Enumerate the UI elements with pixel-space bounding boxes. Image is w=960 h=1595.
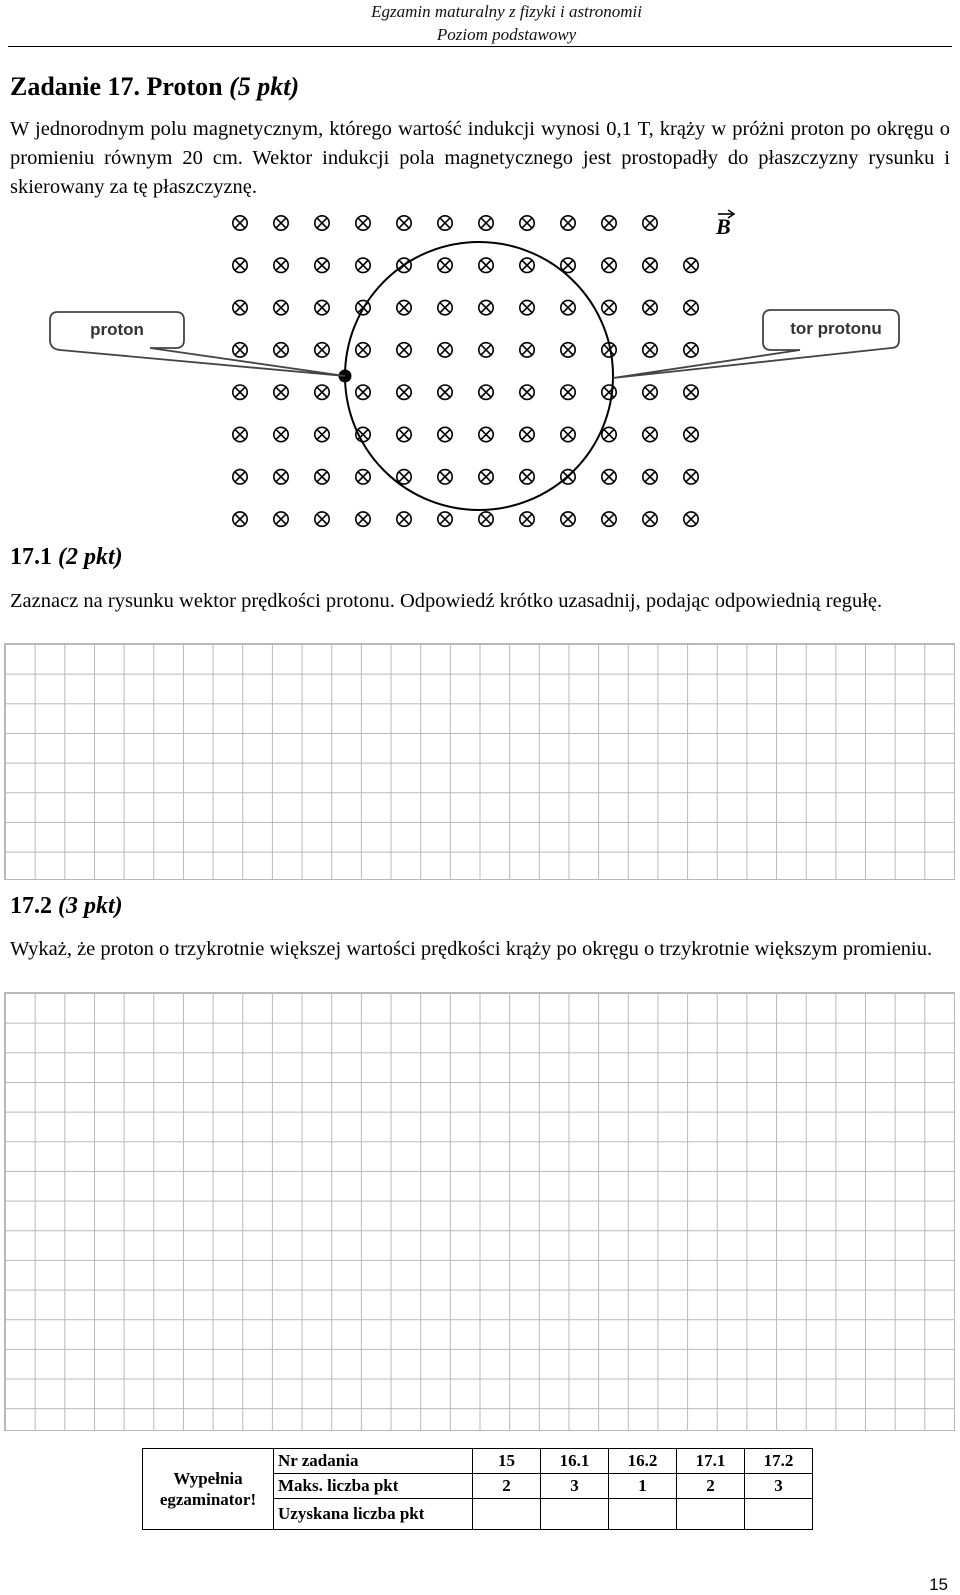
field-into-page-icon: [438, 343, 452, 357]
field-into-page-icon: [561, 216, 575, 230]
task-points: (5 pkt): [229, 72, 300, 101]
field-into-page-icon: [315, 385, 329, 399]
answer-grid-17-1[interactable]: [4, 643, 955, 880]
field-into-page-icon: [438, 216, 452, 230]
field-into-page-icon: [684, 258, 698, 272]
field-into-page-icon: [356, 343, 370, 357]
field-into-page-icon: [684, 385, 698, 399]
field-into-page-icon: [684, 512, 698, 526]
field-into-page-icon: [315, 343, 329, 357]
field-into-page-icon: [315, 258, 329, 272]
page-number: 15: [929, 1575, 948, 1594]
obtained-points-cell[interactable]: [541, 1499, 609, 1530]
field-into-page-icon: [561, 427, 575, 441]
field-into-page-icon: [684, 470, 698, 484]
field-into-page-icon: [356, 216, 370, 230]
field-into-page-icon: [356, 258, 370, 272]
field-into-page-icon: [643, 216, 657, 230]
field-into-page-icon: [233, 216, 247, 230]
field-into-page-icon: [233, 343, 247, 357]
field-into-page-icon: [520, 300, 534, 314]
field-into-page-icon: [561, 385, 575, 399]
field-into-page-icon: [643, 343, 657, 357]
task-number-cell: 16.1: [541, 1449, 609, 1474]
field-into-page-icon: [315, 216, 329, 230]
field-into-page-icon: [479, 385, 493, 399]
field-into-page-icon: [233, 512, 247, 526]
obtained-points-cell[interactable]: [609, 1499, 677, 1530]
field-into-page-icon: [315, 470, 329, 484]
field-into-page-icon: [479, 216, 493, 230]
field-into-page-icon: [684, 427, 698, 441]
field-into-page-icon: [397, 470, 411, 484]
subtask-17-1-points: (2 pkt): [58, 544, 123, 570]
field-into-page-icon: [479, 300, 493, 314]
field-into-page-icon: [643, 385, 657, 399]
task-number-cell: 16.2: [609, 1449, 677, 1474]
field-into-page-icon: [274, 385, 288, 399]
field-into-page-icon: [602, 258, 616, 272]
field-into-page-icon: [602, 470, 616, 484]
field-into-page-icon: [274, 512, 288, 526]
field-into-page-icon: [233, 300, 247, 314]
max-points-cell: 1: [609, 1474, 677, 1499]
field-into-page-icon: [397, 512, 411, 526]
field-into-page-icon: [356, 470, 370, 484]
subtask-17-1-title: [10, 544, 123, 571]
callout-label-orbit: tor protonu: [790, 319, 882, 338]
field-into-page-icon: [684, 300, 698, 314]
field-into-page-icon: [520, 258, 534, 272]
task-intro: W jednorodnym polu magnetycznym, którego wartość indukcji wynosi 0,1 T, krąży w próżni proton po okręgu o promieniu równym 20 cm. Wektor indukcji pola magnetycznego jest prostopadły do płaszczyzny rysunku i skierowany za tę płaszczyznę.: [10, 118, 950, 198]
field-into-page-icon: [643, 427, 657, 441]
max-points-cell: 3: [541, 1474, 609, 1499]
task-title-text: Zadanie 17. Proton: [10, 72, 230, 101]
field-into-page-icon: [520, 216, 534, 230]
field-into-page-icon: [479, 258, 493, 272]
proton-orbit: [345, 242, 613, 510]
field-into-page-icon: [356, 512, 370, 526]
field-into-page-icon: [561, 512, 575, 526]
field-into-page-icon: [438, 258, 452, 272]
field-into-page-icon: [397, 427, 411, 441]
field-into-page-icon: [643, 512, 657, 526]
magnetic-field-figure: [0, 0, 960, 560]
field-into-page-icon: [315, 427, 329, 441]
field-into-page-icon: [397, 343, 411, 357]
field-into-page-icon: [438, 427, 452, 441]
header-level: Poziom podstawowy: [436, 25, 577, 44]
field-into-page-icon: [479, 343, 493, 357]
subtask-17-1-number: 17.1: [10, 544, 58, 570]
field-into-page-icon: [274, 343, 288, 357]
examiner-label: Wypełnia egzaminator!: [143, 1449, 274, 1530]
task-number-cell: 17.1: [677, 1449, 745, 1474]
score-row-head-task-number: Nr zadania: [274, 1449, 473, 1474]
field-into-page-icon: [602, 385, 616, 399]
field-into-page-icon: [561, 343, 575, 357]
field-into-page-icon: [561, 300, 575, 314]
field-into-page-icon: [520, 427, 534, 441]
obtained-points-cell[interactable]: [677, 1499, 745, 1530]
score-row-head-max-points: Maks. liczba pkt: [274, 1474, 473, 1499]
subtask-17-2-points: (3 pkt): [58, 893, 123, 919]
score-table: [142, 1448, 813, 1530]
field-into-page-icon: [643, 258, 657, 272]
field-into-page-icon: [274, 300, 288, 314]
field-into-page-icon: [684, 343, 698, 357]
field-into-page-icon: [397, 300, 411, 314]
vector-b-label: B: [716, 214, 731, 239]
field-into-page-icon: [233, 427, 247, 441]
field-into-page-icon: [602, 512, 616, 526]
field-into-page-icon: [520, 470, 534, 484]
field-into-page-icon: [233, 470, 247, 484]
field-into-page-icon: [274, 216, 288, 230]
callout-label-proton: proton: [90, 320, 144, 339]
subtask-17-2-number: 17.2: [10, 893, 58, 919]
field-into-page-icon: [315, 512, 329, 526]
subtask-17-1-text: Zaznacz na rysunku wektor prędkości protonu. Odpowiedź krótko uzasadnij, podając odpowiednią regułę.: [10, 590, 883, 612]
field-into-page-icon: [520, 343, 534, 357]
header-exam-title: Egzamin maturalny z fizyki i astronomii: [371, 2, 642, 21]
field-into-page-icon: [479, 427, 493, 441]
field-into-page-icon: [438, 300, 452, 314]
field-into-page-icon: [479, 470, 493, 484]
field-into-page-icon: [643, 300, 657, 314]
max-points-cell: 3: [745, 1474, 813, 1499]
field-into-page-icon: [274, 470, 288, 484]
max-points-cell: 2: [677, 1474, 745, 1499]
task-number-cell: 17.2: [745, 1449, 813, 1474]
field-into-page-icon: [602, 300, 616, 314]
task-number-cell: 15: [473, 1449, 541, 1474]
field-into-page-icon: [602, 427, 616, 441]
field-into-page-icon: [438, 512, 452, 526]
field-into-page-icon: [643, 470, 657, 484]
field-into-page-icon: [356, 385, 370, 399]
field-into-page-icon: [602, 216, 616, 230]
max-points-cell: 2: [473, 1474, 541, 1499]
field-into-page-icon: [479, 512, 493, 526]
field-into-page-icon: [520, 512, 534, 526]
field-into-page-icon: [438, 470, 452, 484]
obtained-points-cell[interactable]: [745, 1499, 813, 1530]
subtask-17-2-text: Wykaż, że proton o trzykrotnie większej wartości prędkości krąży po okręgu o trzykrotnie większym promieniu.: [10, 938, 933, 960]
field-into-page-icon: [315, 300, 329, 314]
field-into-page-icon: [274, 258, 288, 272]
field-into-page-icon: [520, 385, 534, 399]
field-into-page-icon: [397, 385, 411, 399]
field-into-page-icon: [438, 385, 452, 399]
field-into-page-icon: [233, 385, 247, 399]
field-into-page-icon: [397, 216, 411, 230]
obtained-points-cell[interactable]: [473, 1499, 541, 1530]
subtask-17-2-title: [10, 893, 123, 920]
field-into-page-icon: [233, 258, 247, 272]
answer-grid-17-2[interactable]: [4, 992, 955, 1431]
score-row-head-obtained: Uzyskana liczba pkt: [274, 1499, 473, 1530]
field-into-page-icon: [274, 427, 288, 441]
